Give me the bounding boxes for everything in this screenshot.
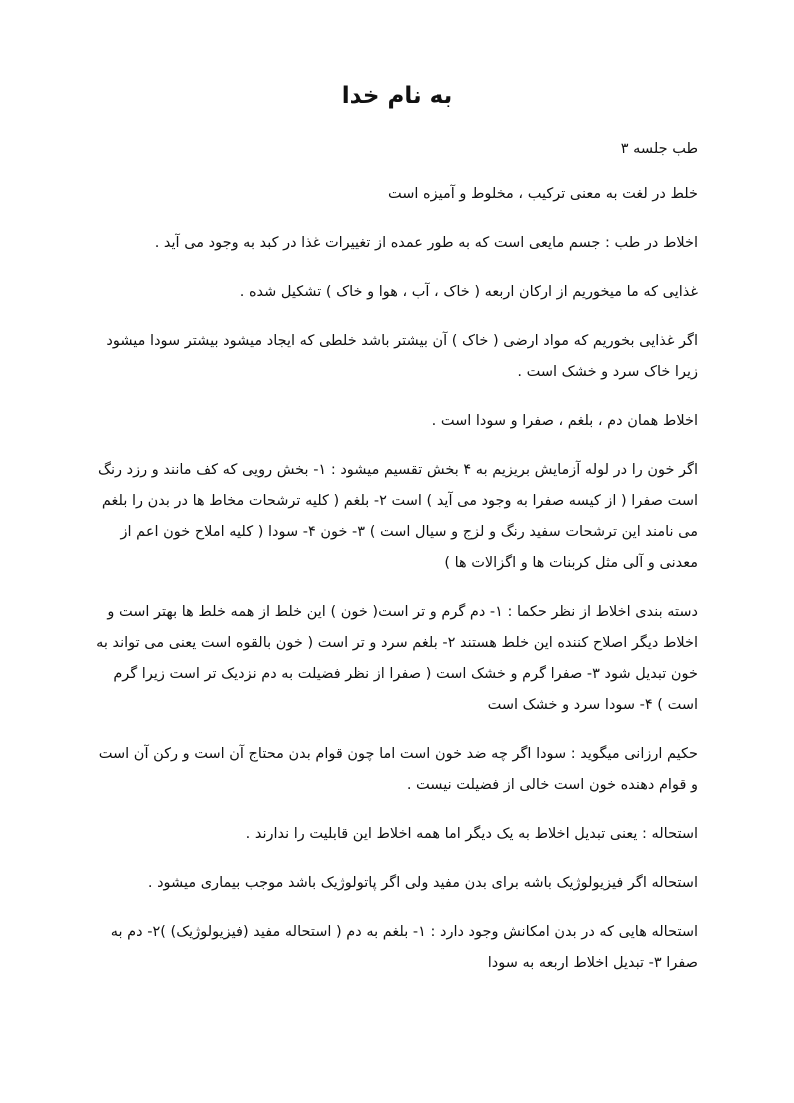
paragraph-khelt-definition: خلط در لغت به معنی ترکیب ، مخلوط و آمیزه است bbox=[387, 186, 698, 202]
document-title: به نام خدا bbox=[341, 83, 453, 109]
paragraph-akhlat-in-medicine: اخلاط در طب : جسم مایعی است که به طور عمده از تغییرات غذا در کبد به وجود می آید . bbox=[154, 235, 698, 251]
paragraph-humor-classification: دسته بندی اخلاط از نظر حکما : ۱- دم گرم و تر است( خون ) این خلط از همه خلط ها بهتر است و اخلاط دیگر اصلاح کننده این خلط هستند ۲- بلغم سرد و تر است ( خون بالقوه است یعنی می تواند به خون تبدیل شود ۳- صفرا گرم و خشک است ( صفرا از نظر فضیلت به دم نزدیک تر است زیرا گرم است ) ۴- سودا سرد و خشک است bbox=[96, 604, 698, 713]
paragraph-blood-test-tube: اگر خون را در لوله آزمایش بریزیم به ۴ بخش تقسیم میشود : ۱- بخش رویی که کف مانند و رزد رنگ است صفرا ( از کیسه صفرا به وجود می آید ) است ۲- بلغم ( کلیه ترشحات مخاط ها در بدن را بلغم می نامند این ترشحات سفید رنگ و لزج و سیال است ) ۳- خون ۴- سودا ( کلیه املاح خون اعم از معدنی و آلی مثل کربنات ها و اگزالات ها ) bbox=[98, 462, 698, 571]
paragraph-estehale-definition: استحاله : یعنی تبدیل اخلاط به یک دیگر اما همه اخلاط این قابلیت را ندارند . bbox=[245, 826, 698, 842]
paragraph-earthy-food: اگر غذایی بخوریم که مواد ارضی ( خاک ) آن بیشتر باشد خلطی که ایجاد میشود بیشتر سودا میشود زیرا خاک سرد و خشک است . bbox=[106, 333, 698, 380]
session-heading: طب جلسه ۳ bbox=[620, 141, 698, 157]
paragraph-estehale-types: استحاله هایی که در بدن امکانش وجود دارد : ۱- بلغم به دم ( استحاله مفید (فیزیولوژیک) )۲- دم به صفرا ۳- تبدیل اخلاط اربعه به سودا bbox=[110, 924, 698, 971]
paragraph-four-humors: اخلاط همان دم ، بلغم ، صفرا و سودا است . bbox=[431, 413, 698, 429]
paragraph-arzani-quote: حکیم ارزانی میگوید : سودا اگر چه ضد خون است اما چون قوام بدن محتاج آن است و رکن آن است و قوام دهنده خون است خالی از فضیلت نیست . bbox=[98, 746, 698, 793]
paragraph-estehale-effects: استحاله اگر فیزیولوژیک باشه برای بدن مفید ولی اگر پاتولوژیک باشد موجب بیماری میشود . bbox=[147, 875, 698, 891]
paragraph-food-elements: غذایی که ما میخوریم از ارکان اربعه ( خاک ، آب ، هوا و خاک ) تشکیل شده . bbox=[239, 284, 698, 300]
